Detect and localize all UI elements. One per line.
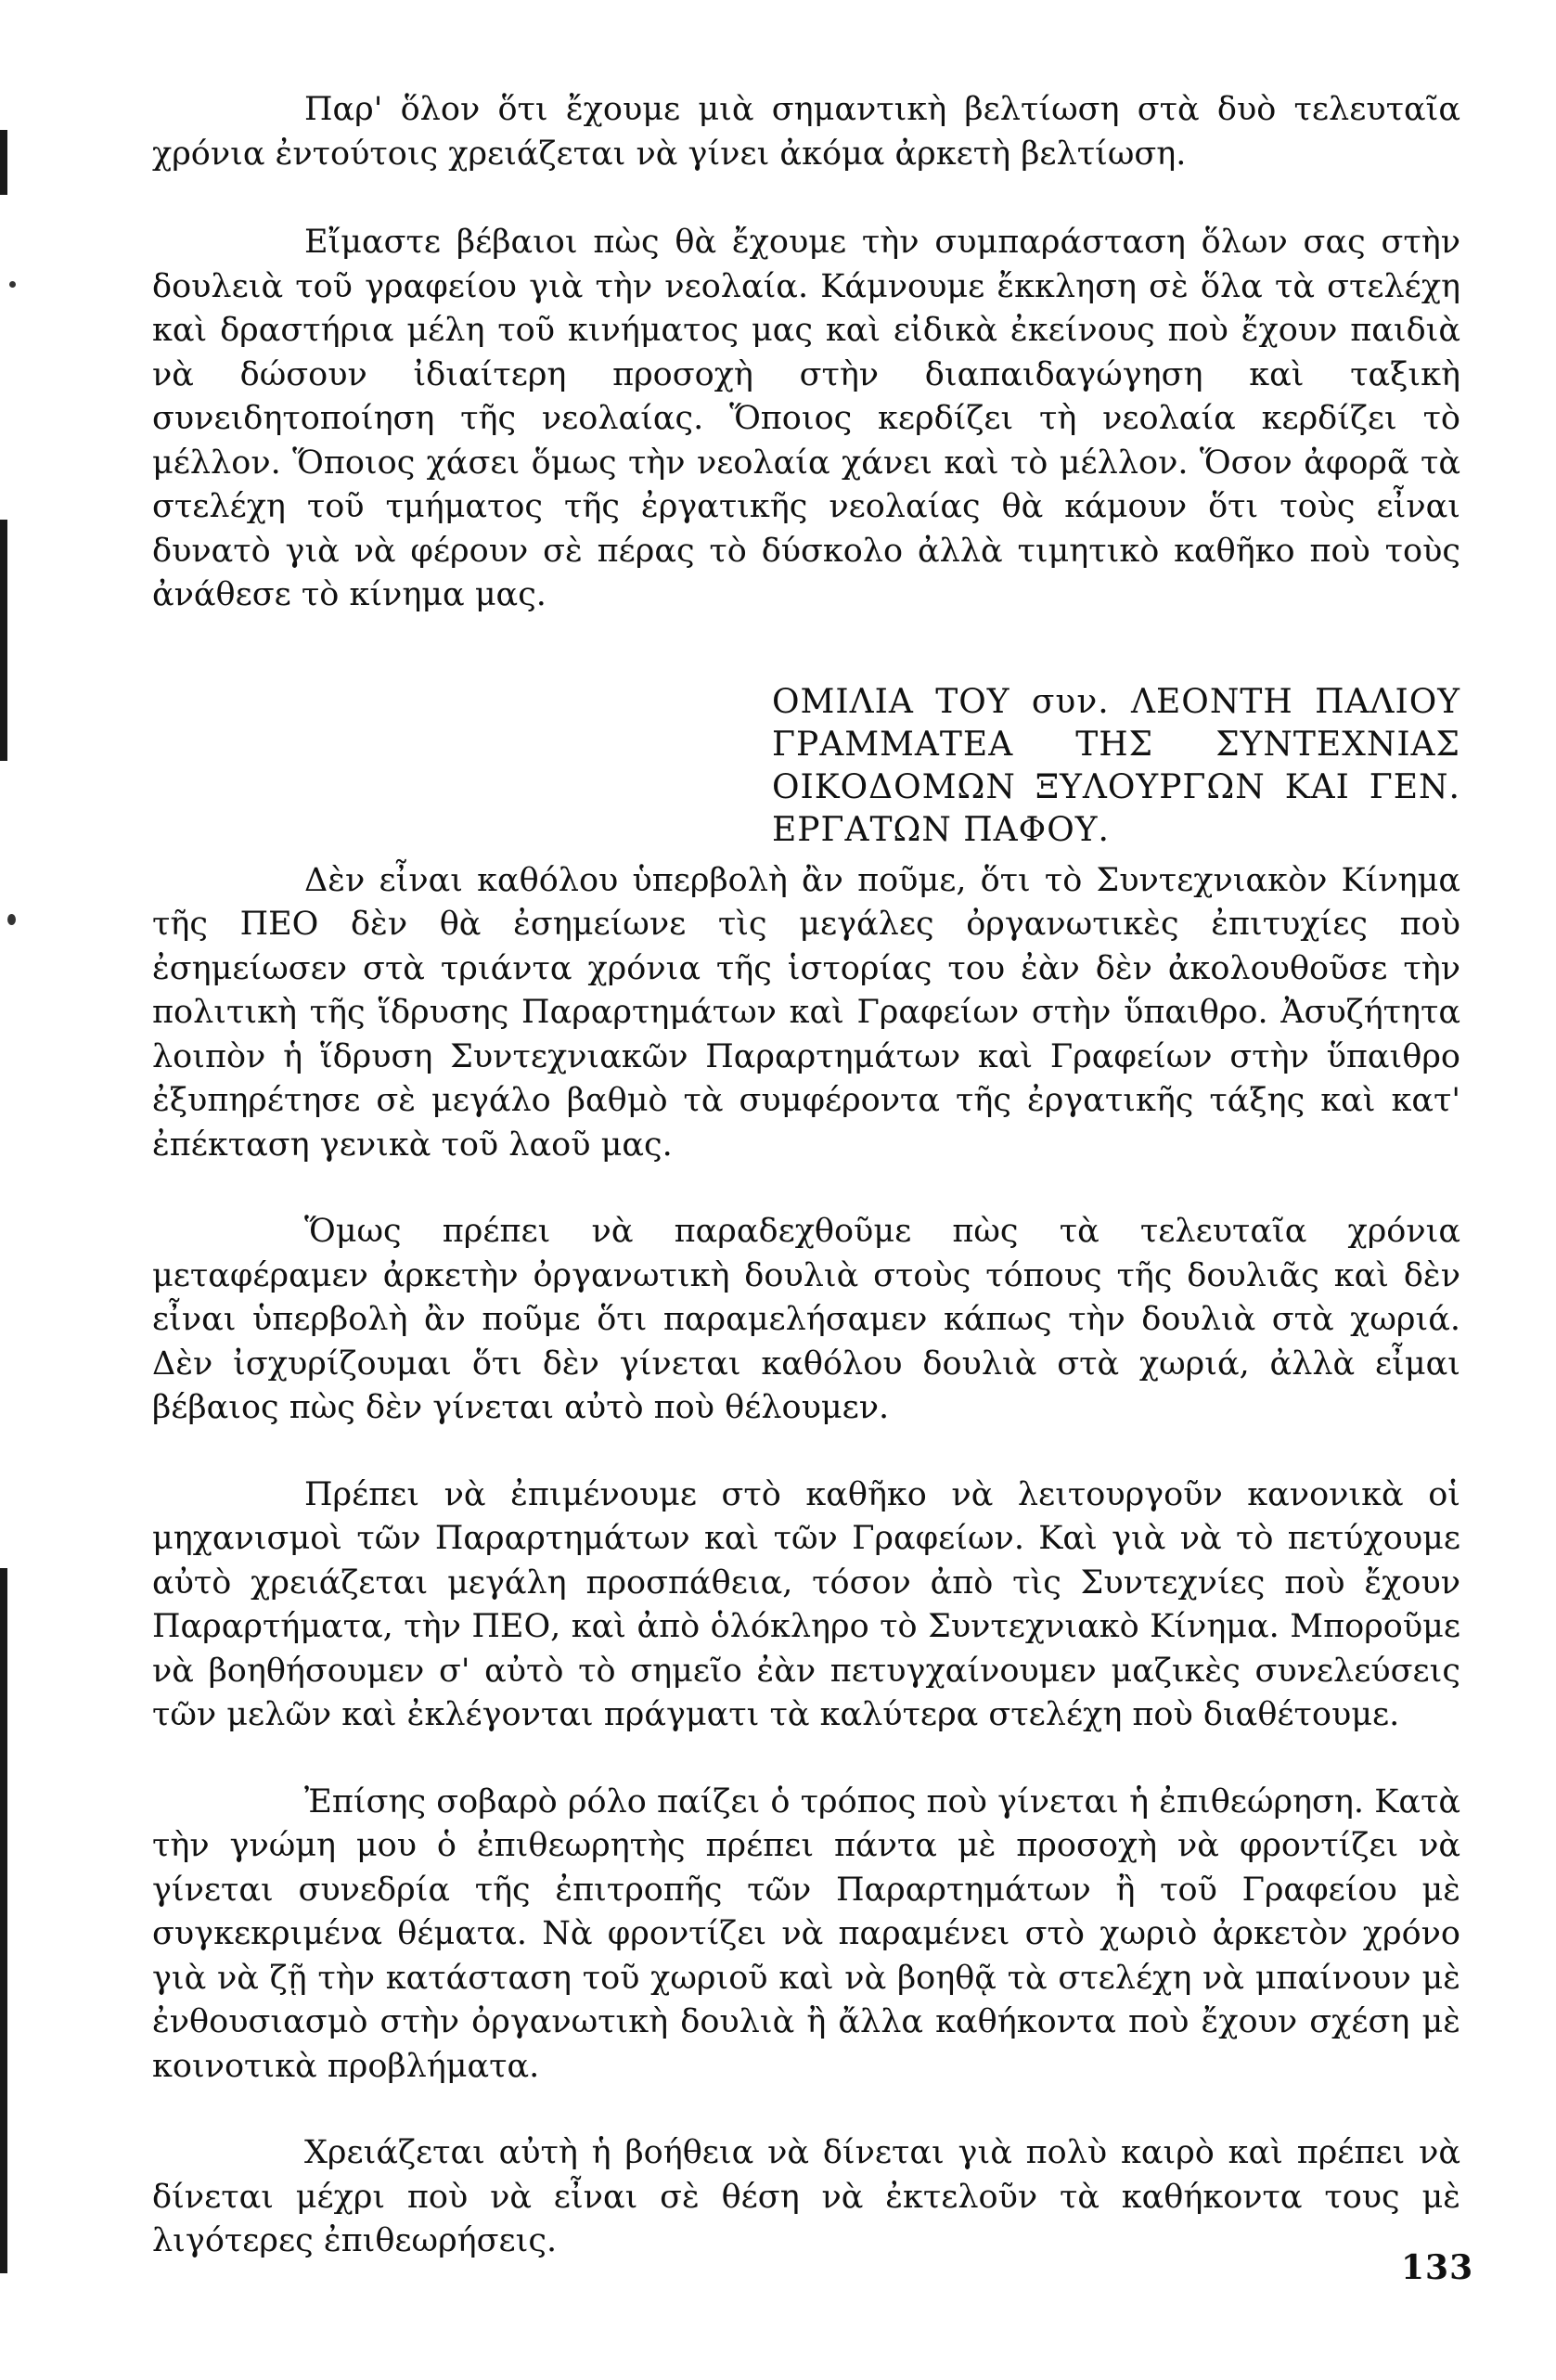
scan-speck (7, 914, 16, 925)
speech-heading: ΟΜΙΛΙΑ ΤΟΥ συν. ΛΕΟΝΤΗ ΠΑΛΙΟΥ ΓΡΑΜΜΑΤΕΑ ΤΗΣ ΣΥΝΤΕΧΝΙΑΣ ΟΙΚΟΔΟΜΩΝ ΞΥΛΟΥΡΓΩΝ ΚΑΙ ΓΕΝ. ΕΡΓΑΤΩΝ ΠΑΦΟΥ. (772, 682, 1460, 849)
paragraph: Χρειάζεται αὐτὴ ἡ βοήθεια νὰ δίνεται γιὰ πολὺ καιρὸ καὶ πρέπει νὰ δίνεται μέχρι ποὺ νὰ εἶναι σὲ θέση νὰ ἐκτελοῦν τὰ καθήκοντα τους μὲ λιγότερες ἐπιθεωρήσεις. (152, 2134, 1460, 2259)
paragraph: Εἴμαστε βέβαιοι πὼς θὰ ἔχουμε τὴν συμπαράσταση ὅλων σας στὴν δουλειὰ τοῦ γραφείου γιὰ τὴν νεολαία. Κάμνουμε ἔκκληση σὲ ὅλα τὰ στελέχη καὶ δραστήρια μέλη τοῦ κινήματος μας καὶ εἰδικὰ ἐκείνους ποὺ ἔχουν παιδιὰ νὰ δώσουν ἰδιαίτερη προσοχὴ στὴν διαπαιδαγώγηση καὶ ταξικὴ συνειδητοποίηση τῆς νεολαίας. Ὅποιος κερδίζει τὴ νεολαία κερδίζει τὸ μέλλον. Ὅποιος χάσει ὅμως τὴν νεολαία χάνει καὶ τὸ μέλλον. Ὅσον ἀφορᾶ τὰ στελέχη τοῦ τμήματος τῆς ἐργατικῆς νεολαίας θὰ κάμουν ὅτι τοὺς εἶναι δυνατὸ γιὰ νὰ φέρουν σὲ πέρας τὸ δύσκολο ἀλλὰ τιμητικὸ καθῆκο ποὺ τοὺς ἀνάθεσε τὸ κίνημα μας. (152, 224, 1460, 613)
scan-edge-mark-lower (0, 1568, 7, 2273)
paragraph: Ὅμως πρέπει νὰ παραδεχθοῦμε πὼς τὰ τελευταῖα χρόνια μεταφέραμεν ἀρκετὴν ὀργανωτικὴ δουλιὰ στοὺς τόπους τῆς δουλιᾶς καὶ δὲν εἶναι ὑπερβολὴ ἂν ποῦμε ὅτι παραμελήσαμεν κάπως τὴν δουλιὰ στὰ χωριά. Δὲν ἰσχυρίζουμαι ὅτι δὲν γίνεται καθόλου δουλιὰ στὰ χωριά, ἀλλὰ εἶμαι βέβαιος πὼς δὲν γίνεται αὐτὸ ποὺ θέλουμεν. (152, 1213, 1460, 1426)
document-page (152, 88, 1460, 2264)
scan-edge-mark-top (0, 130, 7, 195)
scan-speck (9, 281, 16, 288)
paragraph: Παρ' ὅλον ὅτι ἔχουμε μιὰ σημαντικὴ βελτίωση στὰ δυὸ τελευταῖα χρόνια ἐντούτοις χρειάζεται νὰ γίνει ἀκόμα ἀρκετὴ βελτίωση. (152, 91, 1460, 173)
paragraph: Δὲν εἶναι καθόλου ὑπερβολὴ ἂν ποῦμε, ὅτι τὸ Συντεχνιακὸν Κίνημα τῆς ΠΕΟ δὲν θὰ ἐσημείωνε τὶς μεγάλες ὀργανωτικὲς ἐπιτυχίες ποὺ ἐσημείωσεν στὰ τριάντα χρόνια τῆς ἱστορίας του ἐὰν δὲν ἀκολουθοῦσε τὴν πολιτικὴ τῆς ἵδρυσης Παραρτημάτων καὶ Γραφείων στὴν ὕπαιθρο. Ἀσυζήτητα λοιπὸν ἡ ἵδρυση Συντεχνιακῶν Παραρτημάτων καὶ Γραφείων στὴν ὕπαιθρο ἐξυπηρέτησε σὲ μεγάλο βαθμὸ τὰ συμφέροντα τῆς ἐργατικῆς τάξης καὶ κατ' ἐπέκταση γενικὰ τοῦ λαοῦ μας. (152, 861, 1460, 1164)
scan-edge-mark-middle (0, 520, 7, 761)
page-number: 133 (1401, 2248, 1474, 2287)
paragraph: Πρέπει νὰ ἐπιμένουμε στὸ καθῆκο νὰ λειτουργοῦν κανονικὰ οἱ μηχανισμοὶ τῶν Παραρτημάτων καὶ τῶν Γραφείων. Καὶ γιὰ νὰ τὸ πετύχουμε αὐτὸ χρειάζεται μεγάλη προσπάθεια, τόσον ἀπὸ τὶς Συντεχνίες ποὺ ἔχουν Παραρτήματα, τὴν ΠΕΟ, καὶ ἀπὸ ὁλόκληρο τὸ Συντεχνιακὸ Κίνημα. Μποροῦμε νὰ βοηθήσουμεν σ' αὐτὸ τὸ σημεῖο ἐὰν πετυγχαίνουμεν μαζικὲς συνελεύσεις τῶν μελῶν καὶ ἐκλέγονται πράγματι τὰ καλύτερα στελέχη ποὺ διαθέτουμε. (152, 1475, 1460, 1733)
paragraph: Ἐπίσης σοβαρὸ ρόλο παίζει ὁ τρόπος ποὺ γίνεται ἡ ἐπιθεώρηση. Κατὰ τὴν γνώμη μου ὁ ἐπιθεωρητὴς πρέπει πάντα μὲ προσοχὴ νὰ φροντίζει νὰ γίνεται συνεδρία τῆς ἐπιτροπῆς τῶν Παραρτημάτων ἢ τοῦ Γραφείου μὲ συγκεκριμένα θέματα. Νὰ φροντίζει νὰ παραμένει στὸ χωριὸ ἀρκετὸν χρόνο γιὰ νὰ ζῇ τὴν κατάσταση τοῦ χωριοῦ καὶ νὰ βοηθᾷ τὰ στελέχη νὰ μπαίνουν μὲ ἐνθουσιασμὸ στὴν ὀργανωτικὴ δουλιὰ ἢ ἄλλα καθήκοντα ποὺ ἔχουν σχέση μὲ κοινοτικὰ προβλήματα. (152, 1782, 1460, 2085)
